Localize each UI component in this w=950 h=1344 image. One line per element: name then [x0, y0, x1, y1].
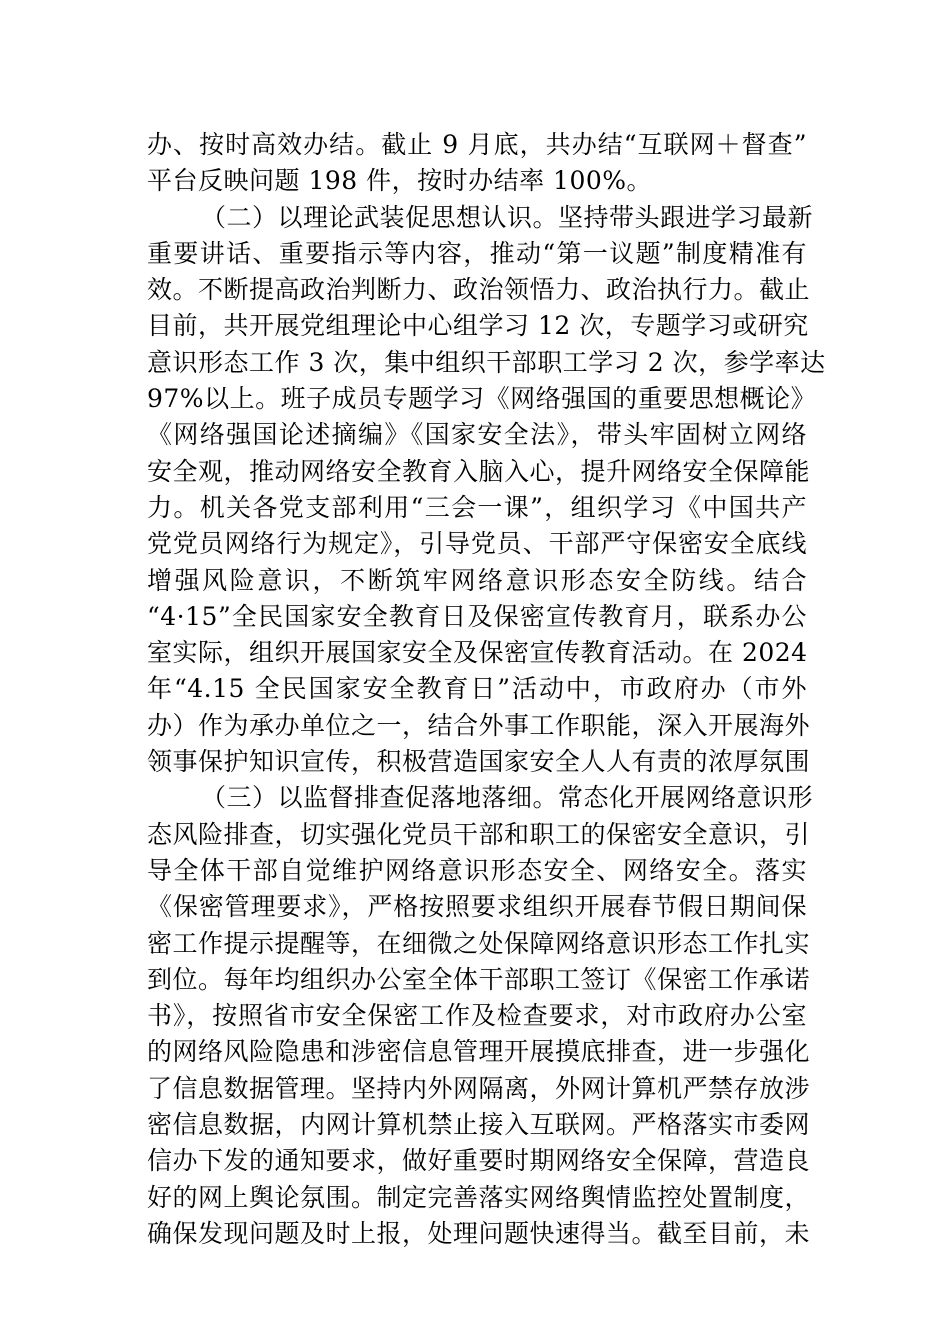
text-line: 效。不断提高政治判断力、政治领悟力、政治执行力。截止: [147, 275, 811, 305]
text-line: “4·15”全民国家安全教育日及保密宣传教育月，联系办公: [147, 601, 807, 631]
text-line: 97%以上。班子成员专题学习《网络强国的重要思想概论》: [147, 384, 817, 414]
text-line: 平台反映问题 198 件，按时办结率 100%。: [147, 166, 653, 196]
text-line: 好的网上舆论氛围。制定完善落实网络舆情监控处置制度，: [147, 1182, 811, 1212]
text-line: 办、按时高效办结。截止 9 月底，共办结“互联网＋督查”: [147, 130, 807, 159]
text-line: 领事保护知识宣传，积极营造国家安全人人有责的浓厚氛围: [147, 747, 811, 777]
text-line: 室实际，组织开展国家安全及保密宣传教育活动。在 2024: [147, 638, 808, 668]
text-line: 了信息数据管理。坚持内外网隔离，外网计算机严禁存放涉: [147, 1073, 811, 1103]
text-line: 密信息数据，内网计算机禁止接入互联网。严格落实市委网: [147, 1110, 811, 1140]
section-heading-line: （三）以监督排查促落地落细。常态化开展网络意识形: [201, 783, 814, 813]
text-line: 意识形态工作 3 次，集中组织干部职工学习 2 次，参学率达: [147, 347, 826, 377]
section-heading-line: （二）以理论武装促思想认识。坚持带头跟进学习最新: [201, 202, 814, 232]
text-line: 重要讲话、重要指示等内容，推动“第一议题”制度精准有: [147, 238, 807, 268]
text-line: 党党员网络行为规定》，引导党员、干部严守保密安全底线: [147, 529, 807, 559]
text-line: 态风险排查，切实强化党员干部和职工的保密安全意识，引: [147, 819, 811, 849]
text-line: 《保密管理要求》，严格按照要求组织开展春节假日期间保: [147, 892, 807, 922]
text-line: 办）作为承办单位之一，结合外事工作职能，深入开展海外: [147, 710, 811, 740]
text-line: 导全体干部自觉维护网络意识形态安全、网络安全。落实: [147, 855, 807, 885]
text-line: 确保发现问题及时上报，处理问题快速得当。截至目前，未: [147, 1218, 811, 1248]
body-text: [147, 127, 826, 1252]
text-line: 增强风险意识，不断筑牢网络意识形态安全防线。结合: [147, 565, 807, 595]
text-line: 《网络强国论述摘编》《国家安全法》，带头牢固树立网络: [147, 420, 807, 450]
text-line: 到位。每年均组织办公室全体干部职工签订《保密工作承诺: [147, 964, 811, 994]
text-line: 安全观，推动网络安全教育入脑入心，提升网络安全保障能: [147, 456, 811, 486]
text-line: 信办下发的通知要求，做好重要时期网络安全保障，营造良: [147, 1146, 811, 1176]
text-line: 目前，共开展党组理论中心组学习 12 次，专题学习或研究: [147, 311, 809, 341]
text-line: 的网络风险隐患和涉密信息管理开展摸底排查，进一步强化: [147, 1037, 811, 1067]
text-line: 力。机关各党支部利用“三会一课”，组织学习《中国共产: [147, 492, 807, 522]
text-line: 密工作提示提醒等，在细微之处保障网络意识形态工作扎实: [147, 928, 811, 958]
text-line: 年“4.15 全民国家安全教育日”活动中，市政府办（市外: [147, 674, 807, 704]
text-line: 书》，按照省市安全保密工作及检查要求，对市政府办公室: [147, 1001, 807, 1031]
